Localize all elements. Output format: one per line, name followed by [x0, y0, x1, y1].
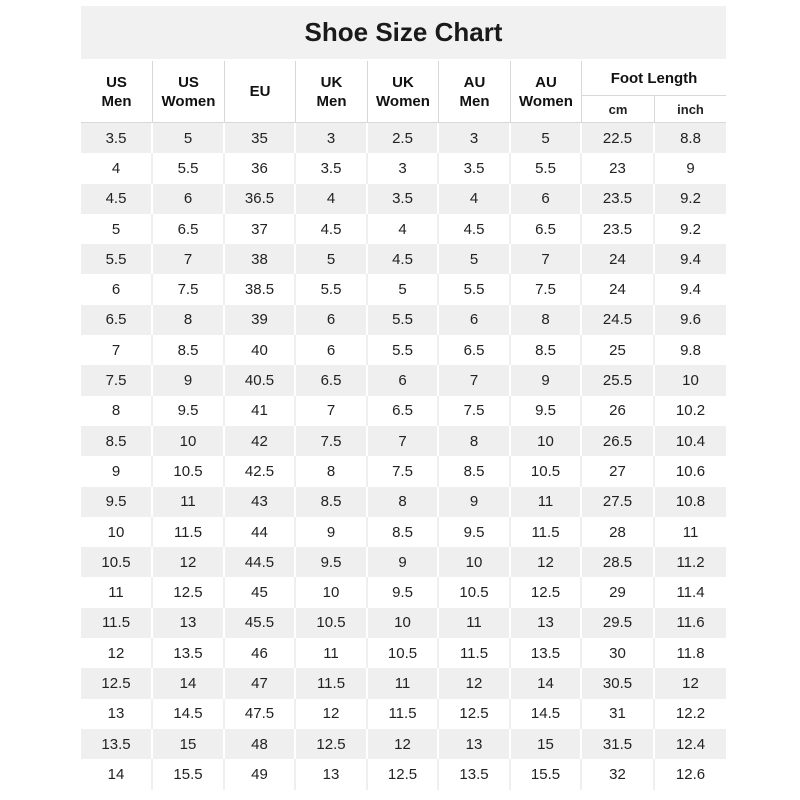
table-cell: 49 — [225, 759, 296, 789]
table-cell: 5 — [296, 244, 368, 274]
table-cell: 10.2 — [655, 396, 726, 426]
table-cell: 8.5 — [153, 335, 225, 365]
table-cell: 12 — [655, 668, 726, 698]
table-cell: 4.5 — [296, 214, 368, 244]
table-cell: 8.5 — [368, 517, 439, 547]
table-cell: 8.5 — [511, 335, 582, 365]
table-cell: 9 — [153, 365, 225, 395]
table-cell: 27.5 — [582, 487, 655, 517]
table-cell: 10.5 — [153, 456, 225, 486]
table-cell: 5.5 — [296, 274, 368, 304]
table-cell: 11 — [655, 517, 726, 547]
table-cell: 24 — [582, 244, 655, 274]
table-cell: 15.5 — [511, 759, 582, 789]
table-cell: 5.5 — [153, 153, 225, 183]
col-header-foot-length: Foot Length — [582, 61, 726, 96]
table-cell: 4 — [296, 184, 368, 214]
header-row-top — [81, 61, 726, 96]
table-cell: 27 — [582, 456, 655, 486]
table-cell: 12.5 — [439, 699, 511, 729]
table-cell: 40.5 — [225, 365, 296, 395]
table-cell: 48 — [225, 729, 296, 759]
table-cell: 9.6 — [655, 305, 726, 335]
col-header-us-women: US Women — [153, 61, 225, 123]
table-cell: 6.5 — [368, 396, 439, 426]
table-cell: 10.8 — [655, 487, 726, 517]
table-cell: 13.5 — [81, 729, 153, 759]
table-cell: 28.5 — [582, 547, 655, 577]
table-cell: 12 — [511, 547, 582, 577]
table-cell: 11 — [296, 638, 368, 668]
table-cell: 5.5 — [439, 274, 511, 304]
table-cell: 36 — [225, 153, 296, 183]
table-row — [81, 214, 726, 244]
col-header-us-men: US Men — [81, 61, 153, 123]
table-cell: 4.5 — [439, 214, 511, 244]
table-cell: 3.5 — [81, 123, 153, 153]
table-cell: 10 — [511, 426, 582, 456]
shoe-size-chart — [81, 6, 726, 790]
table-cell: 6 — [153, 184, 225, 214]
table-cell: 10.5 — [81, 547, 153, 577]
table-cell: 8.8 — [655, 123, 726, 153]
table-cell: 3 — [296, 123, 368, 153]
table-cell: 13 — [153, 608, 225, 638]
table-cell: 8 — [368, 487, 439, 517]
table-cell: 28 — [582, 517, 655, 547]
table-cell: 26 — [582, 396, 655, 426]
table-cell: 44 — [225, 517, 296, 547]
table-cell: 23.5 — [582, 214, 655, 244]
table-cell: 12.5 — [511, 577, 582, 607]
table-cell: 30.5 — [582, 668, 655, 698]
table-cell: 14 — [81, 759, 153, 789]
table-row — [81, 335, 726, 365]
table-cell: 11 — [511, 487, 582, 517]
table-cell: 13 — [439, 729, 511, 759]
table-row — [81, 153, 726, 183]
table-cell: 9 — [368, 547, 439, 577]
table-cell: 42.5 — [225, 456, 296, 486]
table-cell: 5 — [81, 214, 153, 244]
table-cell: 5.5 — [81, 244, 153, 274]
table-row — [81, 305, 726, 335]
table-cell: 13 — [511, 608, 582, 638]
table-cell: 10.5 — [511, 456, 582, 486]
table-cell: 10 — [439, 547, 511, 577]
table-cell: 4 — [81, 153, 153, 183]
table-cell: 3.5 — [368, 184, 439, 214]
table-cell: 7 — [439, 365, 511, 395]
table-cell: 9 — [511, 365, 582, 395]
table-cell: 40 — [225, 335, 296, 365]
table-cell: 9.5 — [368, 577, 439, 607]
table-cell: 9.2 — [655, 214, 726, 244]
table-cell: 11.5 — [296, 668, 368, 698]
size-table — [81, 61, 726, 790]
table-cell: 7 — [153, 244, 225, 274]
table-cell: 47 — [225, 668, 296, 698]
table-cell: 11.5 — [153, 517, 225, 547]
table-cell: 12.5 — [81, 668, 153, 698]
table-row — [81, 608, 726, 638]
table-cell: 29.5 — [582, 608, 655, 638]
table-cell: 12 — [368, 729, 439, 759]
col-header-eu: EU — [225, 61, 296, 123]
table-cell: 14.5 — [511, 699, 582, 729]
table-cell: 29 — [582, 577, 655, 607]
table-cell: 11.2 — [655, 547, 726, 577]
table-cell: 11.8 — [655, 638, 726, 668]
table-cell: 31.5 — [582, 729, 655, 759]
table-row — [81, 759, 726, 789]
table-cell: 3 — [368, 153, 439, 183]
table-cell: 13.5 — [439, 759, 511, 789]
table-cell: 5 — [439, 244, 511, 274]
table-cell: 10 — [296, 577, 368, 607]
table-cell: 4.5 — [81, 184, 153, 214]
table-cell: 14 — [511, 668, 582, 698]
table-cell: 38 — [225, 244, 296, 274]
table-cell: 9.5 — [439, 517, 511, 547]
table-cell: 24.5 — [582, 305, 655, 335]
table-cell: 35 — [225, 123, 296, 153]
table-cell: 5.5 — [368, 335, 439, 365]
table-row — [81, 668, 726, 698]
table-cell: 12 — [153, 547, 225, 577]
table-cell: 11.5 — [368, 699, 439, 729]
table-cell: 9.8 — [655, 335, 726, 365]
table-row — [81, 517, 726, 547]
table-cell: 11 — [368, 668, 439, 698]
table-cell: 10.5 — [368, 638, 439, 668]
table-cell: 12.6 — [655, 759, 726, 789]
table-cell: 8 — [511, 305, 582, 335]
table-row — [81, 274, 726, 304]
table-cell: 45 — [225, 577, 296, 607]
table-cell: 6 — [81, 274, 153, 304]
table-cell: 37 — [225, 214, 296, 244]
table-cell: 6 — [296, 305, 368, 335]
table-cell: 45.5 — [225, 608, 296, 638]
table-cell: 6.5 — [81, 305, 153, 335]
table-cell: 5 — [153, 123, 225, 153]
table-cell: 10 — [655, 365, 726, 395]
table-cell: 25.5 — [582, 365, 655, 395]
table-cell: 7.5 — [368, 456, 439, 486]
table-cell: 9.5 — [511, 396, 582, 426]
table-cell: 11 — [153, 487, 225, 517]
table-cell: 31 — [582, 699, 655, 729]
table-cell: 7 — [296, 396, 368, 426]
table-row — [81, 699, 726, 729]
table-cell: 12.4 — [655, 729, 726, 759]
col-header-au-women: AU Women — [511, 61, 582, 123]
table-row — [81, 244, 726, 274]
table-cell: 14 — [153, 668, 225, 698]
table-row — [81, 123, 726, 153]
table-cell: 9.5 — [296, 547, 368, 577]
col-header-au-men: AU Men — [439, 61, 511, 123]
table-cell: 9.2 — [655, 184, 726, 214]
table-row — [81, 426, 726, 456]
table-cell: 9.5 — [81, 487, 153, 517]
table-header — [81, 61, 726, 123]
table-cell: 23 — [582, 153, 655, 183]
table-cell: 15 — [153, 729, 225, 759]
table-cell: 14.5 — [153, 699, 225, 729]
table-cell: 22.5 — [582, 123, 655, 153]
table-cell: 9 — [81, 456, 153, 486]
table-cell: 11.5 — [439, 638, 511, 668]
table-cell: 6.5 — [511, 214, 582, 244]
table-cell: 5 — [368, 274, 439, 304]
table-cell: 11.6 — [655, 608, 726, 638]
table-cell: 6 — [511, 184, 582, 214]
table-cell: 10 — [81, 517, 153, 547]
table-cell: 15 — [511, 729, 582, 759]
table-cell: 10 — [368, 608, 439, 638]
table-cell: 3.5 — [296, 153, 368, 183]
table-row — [81, 365, 726, 395]
table-cell: 7 — [368, 426, 439, 456]
table-cell: 9 — [296, 517, 368, 547]
table-cell: 38.5 — [225, 274, 296, 304]
table-cell: 6.5 — [296, 365, 368, 395]
table-cell: 46 — [225, 638, 296, 668]
table-cell: 12 — [81, 638, 153, 668]
col-header-uk-women: UK Women — [368, 61, 439, 123]
table-cell: 11.5 — [81, 608, 153, 638]
table-cell: 6 — [439, 305, 511, 335]
col-header-uk-men: UK Men — [296, 61, 368, 123]
table-cell: 15.5 — [153, 759, 225, 789]
table-cell: 11.4 — [655, 577, 726, 607]
table-cell: 9.4 — [655, 274, 726, 304]
table-cell: 47.5 — [225, 699, 296, 729]
table-cell: 6.5 — [153, 214, 225, 244]
table-cell: 26.5 — [582, 426, 655, 456]
table-cell: 10.5 — [296, 608, 368, 638]
table-cell: 12.2 — [655, 699, 726, 729]
table-cell: 10.6 — [655, 456, 726, 486]
table-cell: 30 — [582, 638, 655, 668]
table-cell: 10.5 — [439, 577, 511, 607]
table-cell: 7 — [81, 335, 153, 365]
table-cell: 8 — [296, 456, 368, 486]
table-cell: 13 — [296, 759, 368, 789]
table-cell: 11 — [81, 577, 153, 607]
table-row — [81, 729, 726, 759]
table-cell: 25 — [582, 335, 655, 365]
table-cell: 8.5 — [439, 456, 511, 486]
table-cell: 39 — [225, 305, 296, 335]
table-cell: 4 — [368, 214, 439, 244]
table-cell: 44.5 — [225, 547, 296, 577]
table-cell: 5.5 — [368, 305, 439, 335]
table-cell: 9 — [655, 153, 726, 183]
table-cell: 7.5 — [153, 274, 225, 304]
table-cell: 32 — [582, 759, 655, 789]
table-cell: 13.5 — [153, 638, 225, 668]
table-cell: 11.5 — [511, 517, 582, 547]
table-cell: 6.5 — [439, 335, 511, 365]
table-cell: 12.5 — [296, 729, 368, 759]
table-body — [81, 123, 726, 790]
table-cell: 3.5 — [439, 153, 511, 183]
table-cell: 7 — [511, 244, 582, 274]
table-cell: 24 — [582, 274, 655, 304]
table-cell: 8.5 — [296, 487, 368, 517]
chart-title: Shoe Size Chart — [81, 6, 726, 61]
table-cell: 4.5 — [368, 244, 439, 274]
table-cell: 41 — [225, 396, 296, 426]
table-cell: 12 — [439, 668, 511, 698]
table-row — [81, 456, 726, 486]
table-row — [81, 577, 726, 607]
table-cell: 42 — [225, 426, 296, 456]
table-cell: 12.5 — [153, 577, 225, 607]
table-cell: 8 — [153, 305, 225, 335]
table-cell: 13 — [81, 699, 153, 729]
table-cell: 43 — [225, 487, 296, 517]
table-row — [81, 396, 726, 426]
table-cell: 13.5 — [511, 638, 582, 668]
table-cell: 6 — [296, 335, 368, 365]
table-cell: 7.5 — [81, 365, 153, 395]
table-cell: 7.5 — [296, 426, 368, 456]
table-cell: 4 — [439, 184, 511, 214]
table-cell: 9 — [439, 487, 511, 517]
table-cell: 8 — [439, 426, 511, 456]
table-cell: 5 — [511, 123, 582, 153]
table-cell: 8 — [81, 396, 153, 426]
table-cell: 7.5 — [511, 274, 582, 304]
table-cell: 2.5 — [368, 123, 439, 153]
table-cell: 12.5 — [368, 759, 439, 789]
table-cell: 36.5 — [225, 184, 296, 214]
table-row — [81, 547, 726, 577]
table-cell: 12 — [296, 699, 368, 729]
table-cell: 11 — [439, 608, 511, 638]
table-cell: 3 — [439, 123, 511, 153]
table-row — [81, 638, 726, 668]
table-cell: 10 — [153, 426, 225, 456]
table-row — [81, 184, 726, 214]
table-cell: 23.5 — [582, 184, 655, 214]
table-cell: 9.5 — [153, 396, 225, 426]
col-header-cm: cm — [582, 96, 655, 123]
table-cell: 5.5 — [511, 153, 582, 183]
table-cell: 8.5 — [81, 426, 153, 456]
table-cell: 6 — [368, 365, 439, 395]
col-header-inch: inch — [655, 96, 726, 123]
table-cell: 7.5 — [439, 396, 511, 426]
table-row — [81, 487, 726, 517]
table-cell: 10.4 — [655, 426, 726, 456]
table-cell: 9.4 — [655, 244, 726, 274]
